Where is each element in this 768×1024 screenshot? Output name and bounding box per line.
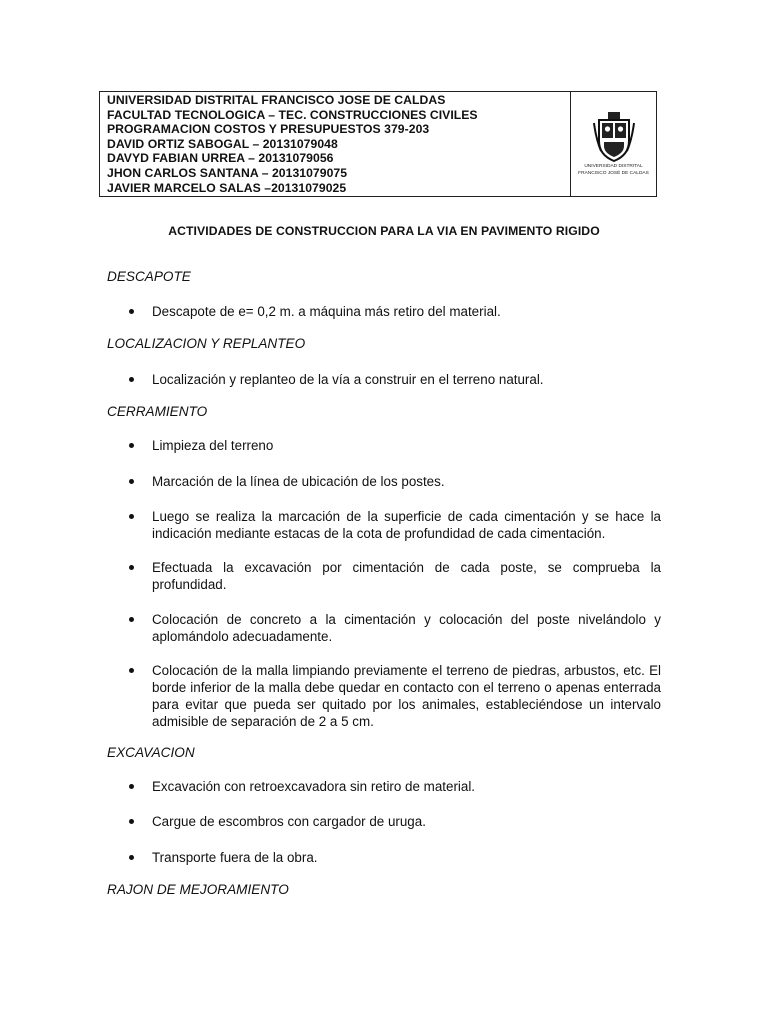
list-item: Transporte fuera de la obra. xyxy=(152,850,318,865)
bullet-icon xyxy=(129,668,134,673)
logo-cell xyxy=(571,92,656,196)
list-item: Descapote de e= 0,2 m. a máquina más retiro del material. xyxy=(152,304,501,319)
header-faculty: FACULTAD TECNOLOGICA – TEC. CONSTRUCCIONES CIVILES xyxy=(107,107,478,122)
bullet-icon xyxy=(129,443,134,448)
logo-text-line-2: FRANCISCO JOSÉ DE CALDAS xyxy=(578,171,649,176)
bullet-icon xyxy=(129,377,134,382)
bullet-icon xyxy=(129,309,134,314)
bullet-icon xyxy=(129,855,134,860)
header-student-2: DAVYD FABIAN URREA – 20131079056 xyxy=(107,151,334,166)
section-heading-localizacion: LOCALIZACION Y REPLANTEO xyxy=(107,336,306,351)
section-heading-rajon: RAJON DE MEJORAMIENTO xyxy=(107,882,289,897)
header-table xyxy=(99,91,657,197)
bullet-icon xyxy=(129,784,134,789)
header-university: UNIVERSIDAD DISTRITAL FRANCISCO JOSE DE CALDAS xyxy=(107,93,446,107)
header-student-3: JHON CARLOS SANTANA – 20131079075 xyxy=(107,165,348,180)
bullet-icon xyxy=(129,479,134,484)
list-item: Colocación de la malla limpiando previamente el terreno de piedras, arbustos, etc. El borde inferior de la malla debe quedar en contacto con el terreno o apenas enterrada para evitar que pueda ser quitado por los animales, estableciéndose un intervalo admisible de separación de 2 a 5 cm. xyxy=(152,663,661,729)
section-heading-excavacion: EXCAVACION xyxy=(107,745,195,760)
list-item: Cargue de escombros con cargador de uruga. xyxy=(152,814,426,829)
bullet-icon xyxy=(129,514,134,519)
list-item: Limpieza del terreno xyxy=(152,438,274,453)
header-course: PROGRAMACION COSTOS Y PRESUPUESTOS 379-203 xyxy=(107,122,430,137)
list-item: Localización y replanteo de la vía a construir en el terreno natural. xyxy=(152,372,544,387)
list-item: Colocación de concreto a la cimentación y colocación del poste nivelándolo y aplomándolo adecuadamente. xyxy=(152,612,661,644)
section-heading-descapote: DESCAPOTE xyxy=(107,269,191,284)
section-heading-cerramiento: CERRAMIENTO xyxy=(107,404,208,419)
document-title: ACTIVIDADES DE CONSTRUCCION PARA LA VIA EN PAVIMENTO RIGIDO xyxy=(168,224,600,238)
bullet-icon xyxy=(129,819,134,824)
bullet-icon xyxy=(129,565,134,570)
header-student-1: DAVID ORTIZ SABOGAL – 20131079048 xyxy=(107,136,338,151)
university-crest-icon xyxy=(592,111,636,163)
list-item: Efectuada la excavación por cimentación de cada poste, se comprueba la profundidad. xyxy=(152,560,661,592)
bullet-icon xyxy=(129,617,134,622)
list-item: Luego se realiza la marcación de la superficie de cada cimentación y se hace la indicación mediante estacas de la cota de profundidad de cada cimentación. xyxy=(152,509,661,541)
list-item: Marcación de la línea de ubicación de los postes. xyxy=(152,474,445,489)
logo-text-line-1: UNIVERSIDAD DISTRITAL xyxy=(584,164,643,169)
list-item: Excavación con retroexcavadora sin retiro de material. xyxy=(152,779,476,794)
header-info-cell xyxy=(100,92,571,196)
header-student-4: JAVIER MARCELO SALAS –20131079025 xyxy=(107,180,347,195)
